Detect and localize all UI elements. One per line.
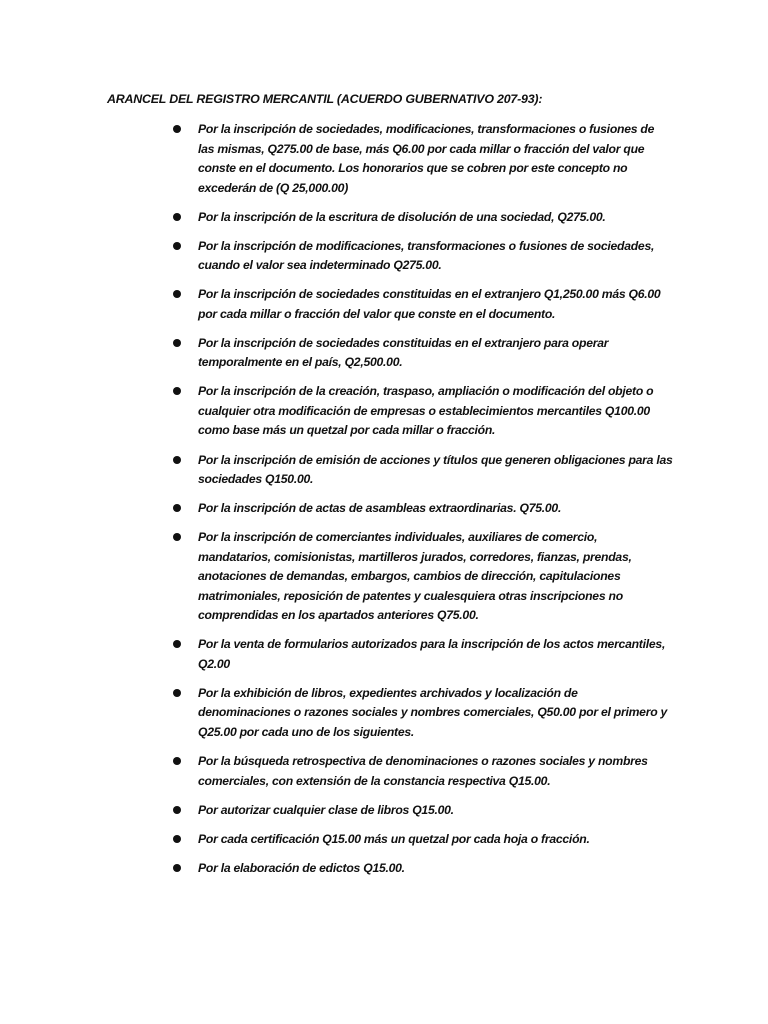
- list-item-text: Por la inscripción de actas de asambleas extraordinarias. Q75.00.: [198, 501, 562, 516]
- list-item: [173, 684, 673, 743]
- bullet-icon: [173, 533, 181, 541]
- list-item-text: Por la inscripción de emisión de acciones y títulos que generen obligaciones para las sociedades Q150.00.: [198, 452, 673, 487]
- list-item-text: Por la búsqueda retrospectiva de denominaciones o razones sociales y nombres comerciales, con extensión de la constancia respectiva Q15.00.: [198, 754, 648, 788]
- bullet-icon: [173, 213, 181, 221]
- list-item-text: Por autorizar cualquier clase de libros Q15.00.: [198, 802, 454, 817]
- list-item-text: Por la inscripción de sociedades constituidas en el extranjero para operar temporalmente en el país, Q2,500.00.: [198, 335, 609, 370]
- list-item: [173, 859, 673, 879]
- bullet-icon: [173, 242, 181, 250]
- list-item: [173, 208, 673, 228]
- bullet-icon: [173, 864, 181, 872]
- bullet-icon: [173, 456, 181, 464]
- list-item: [173, 801, 673, 821]
- list-item-text: Por la venta de formularios autorizados para la inscripción de los actos mercantiles, Q2.00: [198, 637, 666, 671]
- fee-list: [173, 120, 673, 888]
- list-item: [173, 237, 673, 276]
- list-item: [173, 499, 673, 519]
- list-item-text: Por la elaboración de edictos Q15.00.: [198, 860, 405, 875]
- list-item: [173, 334, 673, 373]
- bullet-icon: [173, 689, 181, 697]
- list-item: [173, 830, 673, 850]
- list-item-text: Por la inscripción de la escritura de disolución de una sociedad, Q275.00.: [198, 209, 606, 224]
- list-item-text: Por la inscripción de sociedades constituidas en el extranjero Q1,250.00 más Q6.00 por cada millar o fracción del valor que conste en el documento.: [198, 287, 661, 321]
- bullet-icon: [173, 387, 181, 395]
- list-item-text: Por la inscripción de la creación, traspaso, ampliación o modificación del objeto o cualquier otra modificación de empresas o establecimientos mercantiles Q100.00 como base más un quetzal por cada millar o fracción.: [198, 384, 654, 438]
- bullet-icon: [173, 835, 181, 843]
- list-item-text: Por cada certificación Q15.00 más un quetzal por cada hoja o fracción.: [198, 831, 590, 846]
- bullet-icon: [173, 757, 181, 765]
- list-item: [173, 451, 673, 490]
- document-title: ARANCEL DEL REGISTRO MERCANTIL (ACUERDO GUBERNATIVO 207-93):: [107, 92, 543, 106]
- bullet-icon: [173, 290, 181, 298]
- list-item: [173, 120, 673, 198]
- bullet-icon: [173, 806, 181, 814]
- bullet-icon: [173, 504, 181, 512]
- bullet-icon: [173, 125, 181, 133]
- list-item: [173, 752, 673, 791]
- list-item: [173, 528, 673, 626]
- list-item: [173, 285, 673, 324]
- list-item-text: Por la inscripción de modificaciones, transformaciones o fusiones de sociedades, cuando el valor sea indeterminado Q275.00.: [198, 238, 655, 273]
- list-item-text: Por la exhibición de libros, expedientes archivados y localización de denominaciones o razones sociales y nombres comerciales, Q50.00 por el primero y Q25.00 por cada uno de los siguientes.: [198, 685, 668, 739]
- bullet-icon: [173, 640, 181, 648]
- list-item-text: Por la inscripción de comerciantes individuales, auxiliares de comercio, mandatarios, comisionistas, martilleros jurados, corredores, fianzas, prendas, anotaciones de demandas, embargos, cambios de dirección, capitulaciones matrimoniales, reposición de patentes y cualesquiera otras inscripciones no comprendidas en los apartados anteriores Q75.00.: [198, 530, 632, 623]
- bullet-icon: [173, 339, 181, 347]
- list-item-text: Por la inscripción de sociedades, modificaciones, transformaciones o fusiones de las mismas, Q275.00 de base, más Q6.00 por cada millar o fracción del valor que conste en el documento. Los honorarios que se cobren por este concepto no excederán de (Q 25,000.00): [198, 122, 655, 195]
- list-item: [173, 382, 673, 441]
- list-item: [173, 635, 673, 674]
